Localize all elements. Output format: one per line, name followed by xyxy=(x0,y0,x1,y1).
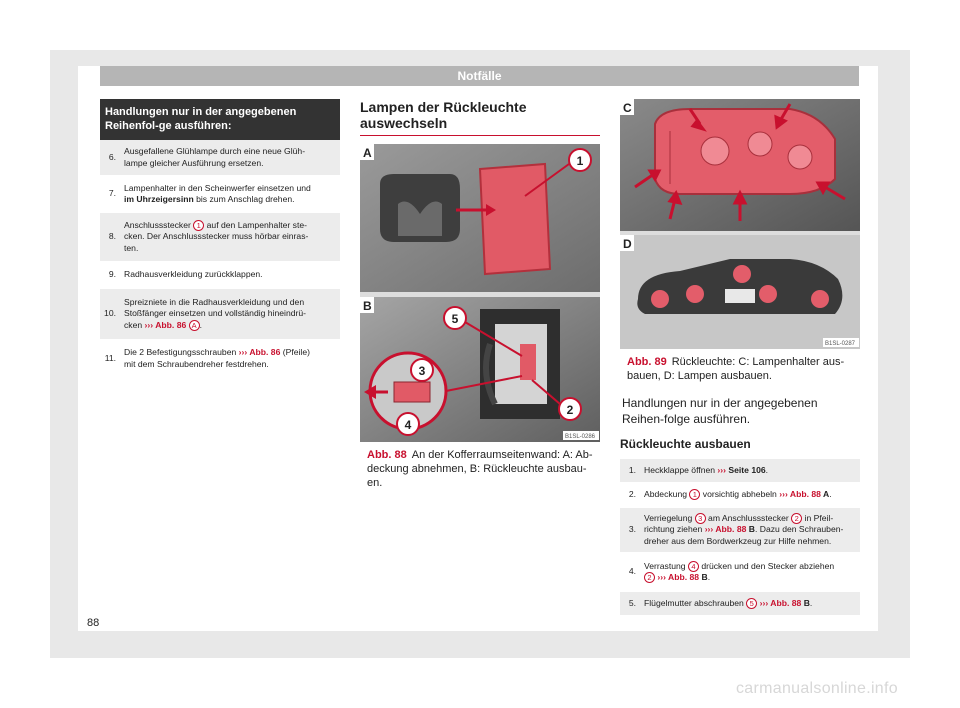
callout-1: 1 xyxy=(576,154,584,168)
figure-link[interactable]: Abb. 86 xyxy=(153,319,189,330)
figure-88 xyxy=(360,144,600,442)
step-number: 1. xyxy=(620,459,642,483)
body-text: Handlungen nur in der angegebenen Reihen-folge ausführen. xyxy=(622,396,818,426)
figure-link[interactable]: Abb. 86 xyxy=(247,347,281,357)
step-text: Spreizniete in die Radhausverkleidung und den Stoßfänger einsetzen und vollständig hineindrü- cken ››› Abb. 86 A . xyxy=(122,288,340,340)
callout-badge: 5 xyxy=(746,598,757,609)
page-link[interactable]: Seite 106 xyxy=(726,464,766,475)
panel-label-b: B xyxy=(363,299,372,313)
table-row xyxy=(100,262,340,288)
panel-label-a: A xyxy=(363,146,372,160)
table-row xyxy=(620,483,860,507)
step-number: 11. xyxy=(100,340,122,376)
caption-label: Abb. 88 xyxy=(367,449,407,461)
panel-label-c: C xyxy=(623,101,632,115)
step-text: Verrastung 4 drücken und den Stecker abziehen 2 ››› Abb. 88 B. xyxy=(642,553,860,591)
left-table-heading: Handlungen nur in der angegebenen Reihenfol-ge ausführen: xyxy=(100,99,340,140)
table-row xyxy=(620,459,860,483)
left-column xyxy=(100,99,340,376)
page-header: Notfälle xyxy=(100,66,859,86)
callout-badge: 4 xyxy=(688,561,699,572)
table-row xyxy=(100,288,340,340)
step-text: Heckklappe öffnen ››› Seite 106. xyxy=(642,459,860,483)
table-row xyxy=(100,212,340,262)
step-text: Ausgefallene Glühlampe durch eine neue Glüh- lampe gleicher Ausführung ersetzen. xyxy=(122,140,340,176)
callout-badge: A xyxy=(189,320,200,331)
caption-label: Abb. 89 xyxy=(627,356,667,368)
step-text: Abdeckung 1 vorsichtig abhebeln ››› Abb. 88 A. xyxy=(642,483,860,507)
left-steps-table xyxy=(100,140,340,376)
step-text: Anschlussstecker 1 auf den Lampenhalter ste- cken. Der Anschlussstecker muss hörbar einras- ten. xyxy=(122,212,340,262)
callout-2: 2 xyxy=(566,403,574,417)
step-number: 2. xyxy=(620,483,642,507)
figure-88-illustration xyxy=(360,144,600,442)
right-column xyxy=(620,99,860,615)
callout-badge: 1 xyxy=(193,220,204,231)
step-number: 10. xyxy=(100,288,122,340)
right-steps-table xyxy=(620,459,860,615)
figure-89-caption: Abb. 89 Rückleuchte: C: Lampenhalter aus-bauen, D: Lampen ausbauen. xyxy=(627,356,845,382)
step-text: Radhausverkleidung zurückklappen. xyxy=(122,262,340,288)
middle-column xyxy=(360,99,600,490)
step-number: 3. xyxy=(620,507,642,553)
table-row xyxy=(620,591,860,615)
figure-link[interactable]: Abb. 88 xyxy=(713,524,747,535)
watermark: carmanualsonline.info xyxy=(736,680,898,697)
figure-89 xyxy=(620,99,860,349)
callout-badge: 2 xyxy=(644,572,655,583)
page-number: 88 xyxy=(87,617,100,629)
figure-link[interactable]: Abb. 88 xyxy=(787,489,821,500)
step-number: 4. xyxy=(620,553,642,591)
image-code: B1SL-0287 xyxy=(825,341,856,347)
figure-link[interactable]: Abb. 88 xyxy=(768,597,802,608)
figure-link[interactable]: Abb. 88 xyxy=(665,572,700,582)
step-number: 6. xyxy=(100,140,122,176)
step-text: Die 2 Befestigungsschrauben ››› Abb. 86 (Pfeile) mit dem Schraubendreher festdrehen. xyxy=(122,340,340,376)
table-row xyxy=(100,340,340,376)
image-code: B1SL-0286 xyxy=(565,434,596,440)
callout-badge: 2 xyxy=(791,513,802,524)
callout-badge: 1 xyxy=(689,489,700,500)
step-number: 5. xyxy=(620,591,642,615)
step-text: Lampenhalter in den Scheinwerfer einsetzen und im Uhrzeigersinn bis zum Anschlag drehen. xyxy=(122,176,340,212)
figure-89-illustration xyxy=(620,99,860,349)
table-row xyxy=(100,176,340,212)
callout-5: 5 xyxy=(451,312,459,326)
callout-badge: 3 xyxy=(695,513,706,524)
section-title: Lampen der Rückleuchte auswechseln xyxy=(360,99,600,136)
step-text: Verriegelung 3 am Anschlussstecker 2 in Pfeil- richtung ziehen ››› Abb. 88 B. Dazu den Schrauben- dreher aus dem Bordwerkzeug zur Hilfe nehmen. xyxy=(642,507,860,553)
table-row xyxy=(620,507,860,553)
step-text: Flügelmutter abschrauben 5 ››› Abb. 88 B. xyxy=(642,591,860,615)
step-number: 7. xyxy=(100,176,122,212)
callout-3: 3 xyxy=(418,364,426,378)
subheading: Rückleuchte ausbauen xyxy=(620,437,751,451)
table-row xyxy=(620,553,860,591)
panel-label-d: D xyxy=(623,237,632,251)
figure-88-caption: Abb. 88 An der Kofferraumseitenwand: A: Ab-deckung abnehmen, B: Rückleuchte ausbau-en. xyxy=(367,449,593,489)
step-number: 8. xyxy=(100,212,122,262)
callout-4: 4 xyxy=(404,418,412,432)
table-row xyxy=(100,140,340,176)
step-number: 9. xyxy=(100,262,122,288)
